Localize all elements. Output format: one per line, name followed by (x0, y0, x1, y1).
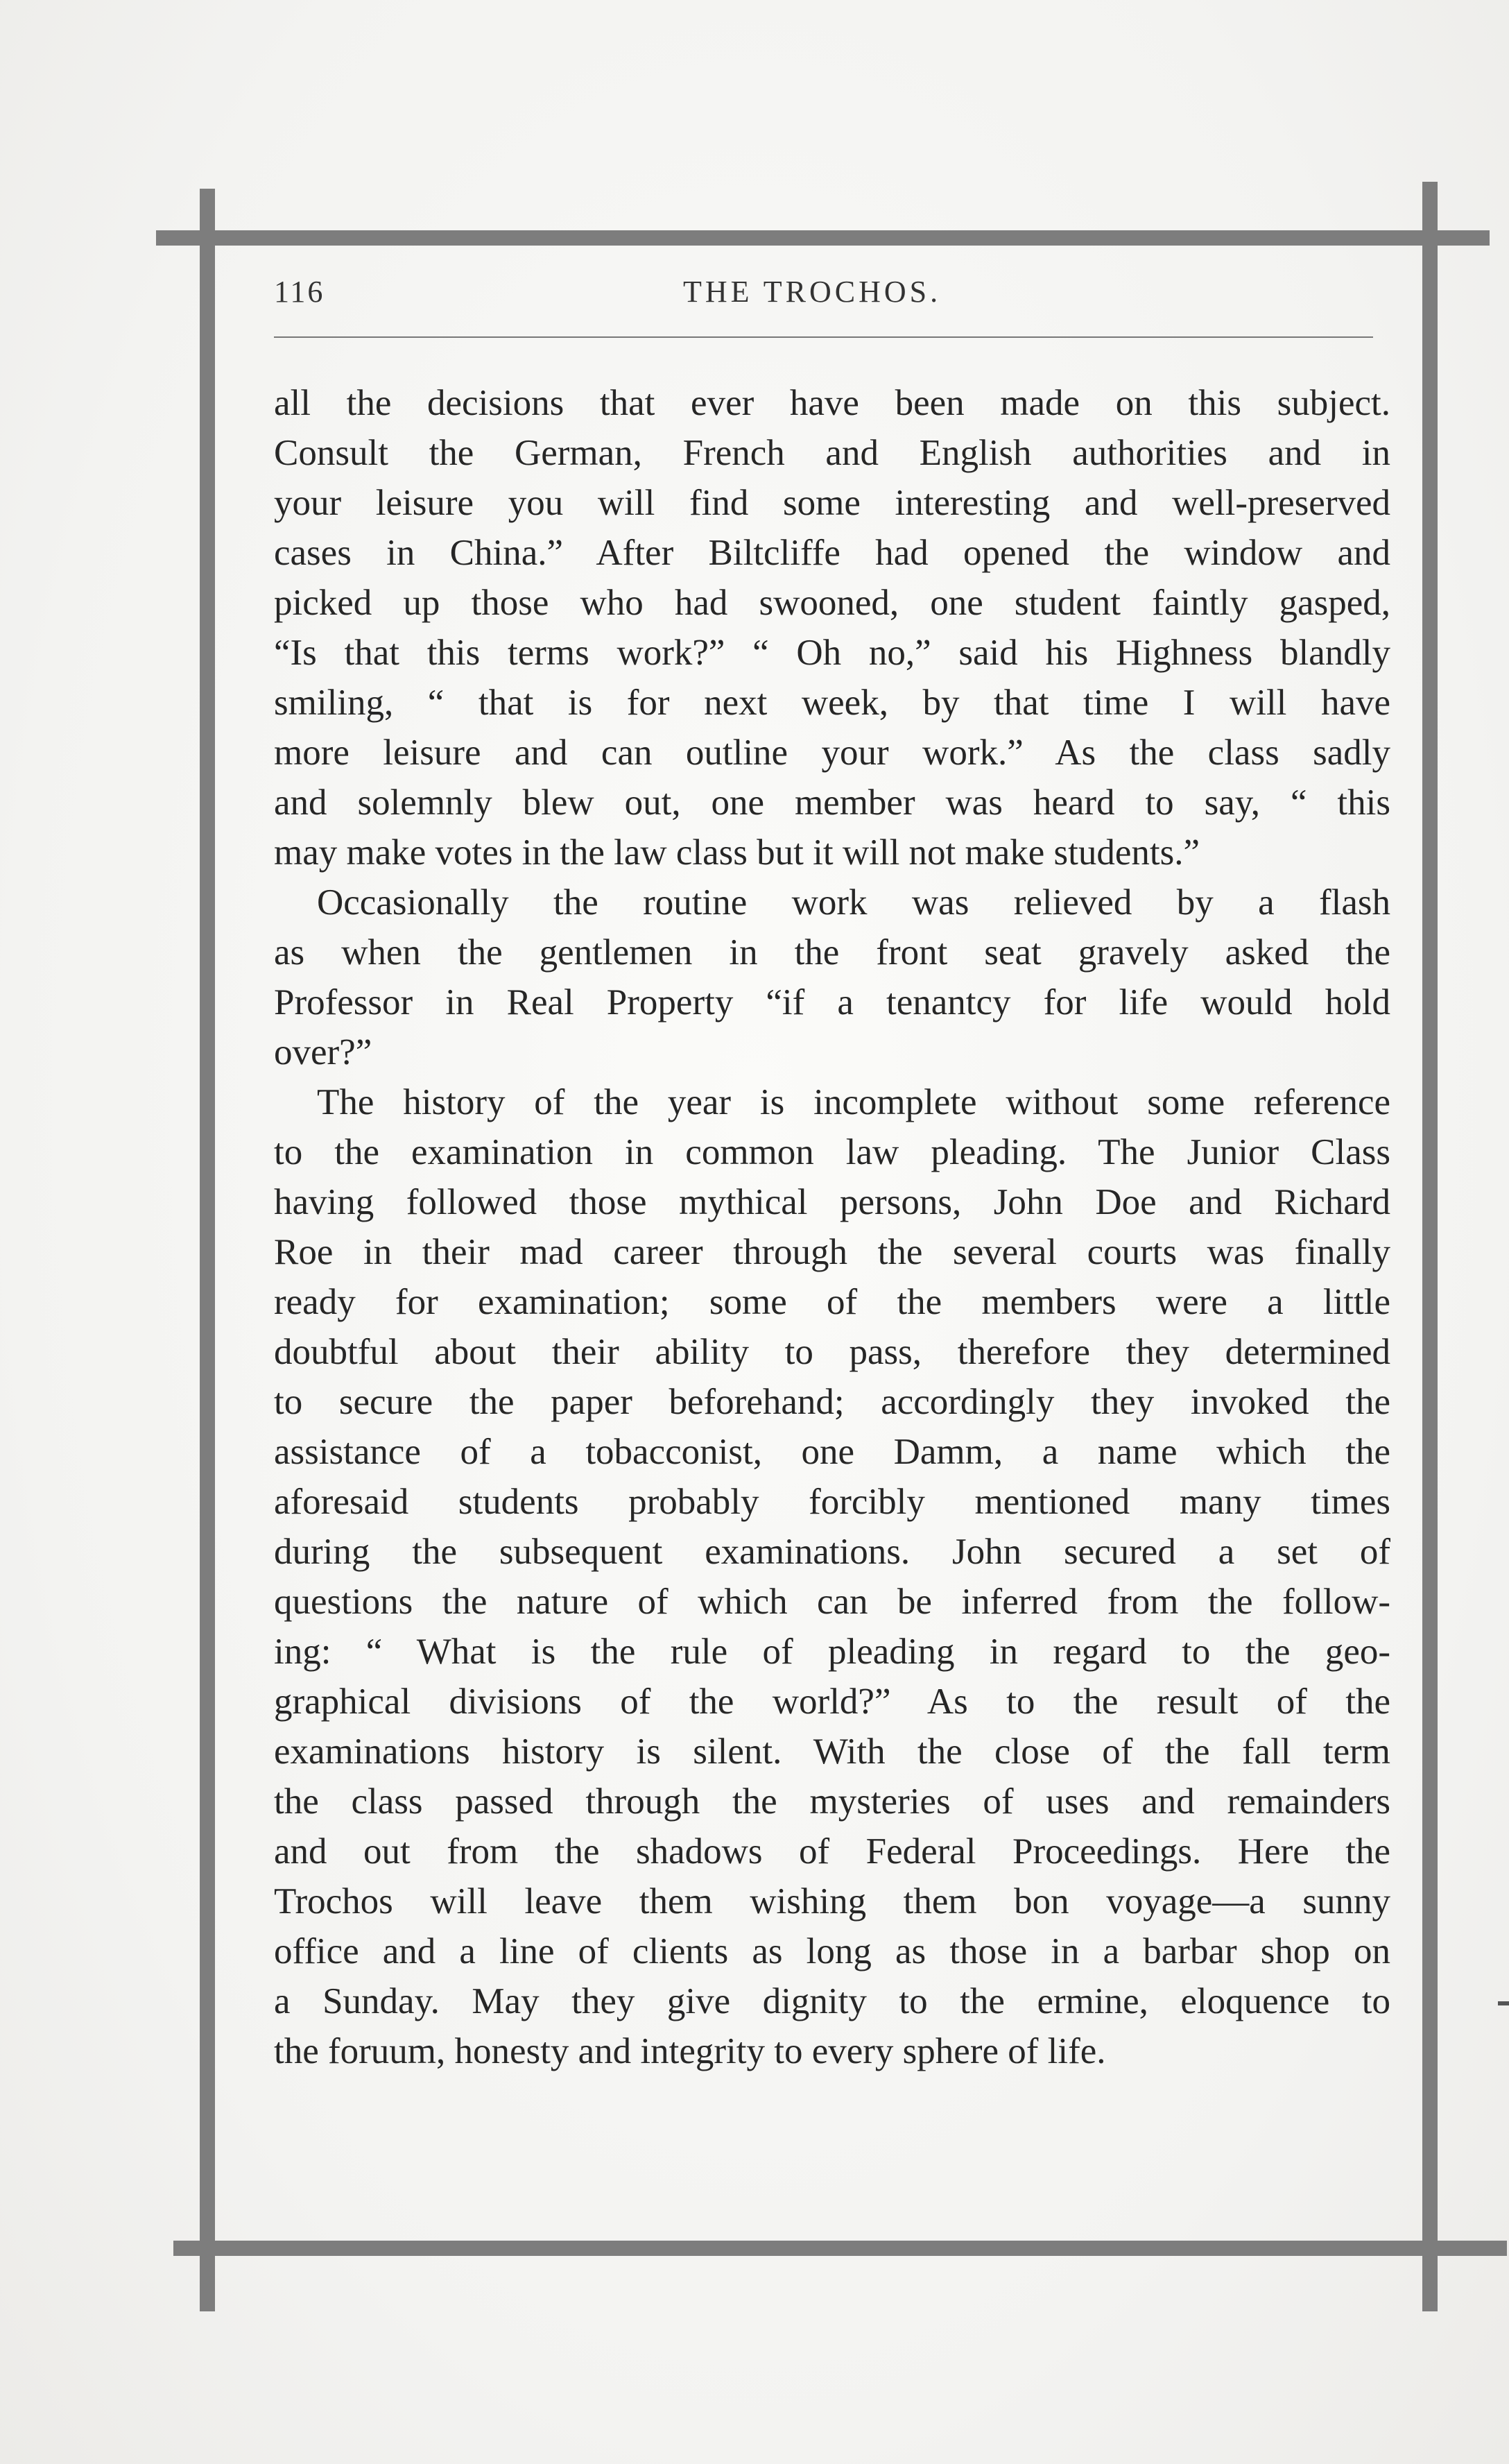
text-line: “Is that this terms work?” “ Oh no,” said his Highness blandly (274, 633, 1390, 673)
text-line: cases in China.” After Biltcliffe had opened the window and (274, 533, 1390, 573)
text-line: The history of the year is incomplete without some reference (317, 1082, 1390, 1122)
frame-right-bar (1422, 182, 1438, 2311)
text-line: office and a line of clients as long as those in a barbar shop on (274, 1931, 1390, 1971)
running-title: THE TROCHOS. (683, 275, 942, 309)
text-line: examinations history is silent. With the close of the fall term (274, 1731, 1390, 1772)
page-number: 116 (274, 275, 325, 309)
text-line: all the decisions that ever have been made on this subject. (274, 383, 1390, 423)
text-line: having followed those mythical persons, John Doe and Richard (274, 1182, 1390, 1222)
text-line: doubtful about their ability to pass, therefore they determined (274, 1332, 1390, 1372)
text-line: aforesaid students probably forcibly mentioned many times (274, 1482, 1390, 1522)
text-line: during the subsequent examinations. John secured a set of (274, 1532, 1390, 1572)
text-line: ing: “ What is the rule of pleading in regard to the geo- (274, 1632, 1390, 1672)
text-line: Occasionally the routine work was relieved by a flash (317, 882, 1390, 923)
text-line: a Sunday. May they give dignity to the ermine, eloquence to (274, 1981, 1390, 2021)
running-header (274, 274, 1373, 316)
text-line: over?” (274, 1032, 372, 1072)
text-line: Professor in Real Property “if a tenantcy for life would hold (274, 982, 1390, 1023)
text-line: picked up those who had swooned, one student faintly gasped, (274, 583, 1390, 623)
text-line: Consult the German, French and English authorities and in (274, 433, 1390, 473)
text-line: graphical divisions of the world?” As to the result of the (274, 1682, 1390, 1722)
frame-bottom-bar (173, 2241, 1507, 2256)
text-line: Roe in their mad career through the several courts was finally (274, 1232, 1390, 1272)
text-line: assistance of a tobacconist, one Damm, a name which the (274, 1432, 1390, 1472)
text-line: the class passed through the mysteries of uses and remainders (274, 1781, 1390, 1822)
frame-top-bar (156, 230, 1490, 246)
text-line: may make votes in the law class but it will not make students.” (274, 832, 1200, 873)
text-line: and out from the shadows of Federal Proceedings. Here the (274, 1831, 1390, 1872)
text-line: to the examination in common law pleading. The Junior Class (274, 1132, 1390, 1172)
text-line: and solemnly blew out, one member was heard to say, “ this (274, 782, 1390, 823)
text-line: the foruum, honesty and integrity to every sphere of life. (274, 2031, 1106, 2071)
text-line: ready for examination; some of the members were a little (274, 1282, 1390, 1322)
text-line: as when the gentlemen in the front seat gravely asked the (274, 932, 1390, 973)
body-text (274, 378, 1390, 2076)
frame-left-bar (200, 189, 215, 2311)
text-line: to secure the paper beforehand; accordingly they invoked the (274, 1382, 1390, 1422)
edge-mark (1498, 2001, 1509, 2005)
text-line: questions the nature of which can be inferred from the follow- (274, 1582, 1390, 1622)
text-line: your leisure you will find some interesting and well-preserved (274, 483, 1390, 523)
text-line: smiling, “ that is for next week, by that time I will have (274, 683, 1390, 723)
text-line: Trochos will leave them wishing them bon voyage—a sunny (274, 1881, 1390, 1922)
text-line: more leisure and can outline your work.” As the class sadly (274, 733, 1390, 773)
header-rule (274, 336, 1373, 338)
